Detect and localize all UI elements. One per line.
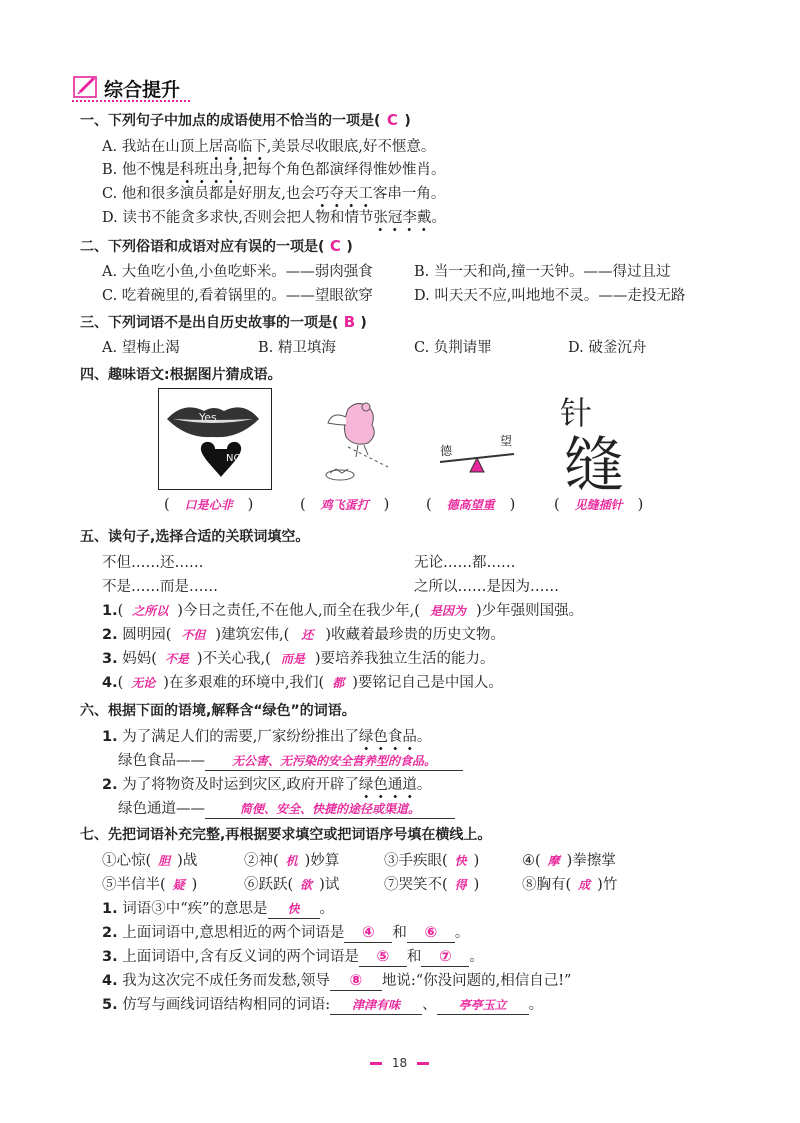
q1-option-d: D. 读书不能贪多求快,否则会把人物和情节张冠李戴。 — [102, 206, 446, 227]
q5-pair-3: 不是……而是…… — [102, 579, 218, 595]
seam-char: 缝 — [564, 431, 626, 501]
q5-item-1: 1.( 之所以 )今日之责任,不在他人,而全在我少年,( 是因为 )少年强则国强。 — [102, 603, 584, 619]
q6-sentence-2: 2. 为了将物资及时运到灾区,政府开辟了绿色通道。 — [102, 773, 431, 794]
page-number: 18 — [370, 1056, 429, 1070]
q3-answer: B — [343, 313, 356, 331]
q5-item-3: 3. 妈妈( 不是 )不关心我,( 而是 )要培养我独立生活的能力。 — [102, 651, 495, 667]
q7-word-7: ⑦哭笑不( 得 ) — [384, 877, 480, 893]
q2-option-a: A. 大鱼吃小鱼,小鱼吃虾米。——弱肉强食 — [102, 264, 373, 280]
q1-option-b: B. 他不愧是科班出身,把每个角色都演绎得惟妙惟肖。 — [102, 158, 445, 179]
q7-sub-3: 3. 上面词语中,含有反义词的两个词语是 ⑤ 和 ⑦ 。 — [102, 947, 484, 965]
q3-stem: 三、下列词语不是出自历史故事的一项是( B ) — [80, 313, 367, 331]
pencil-icon — [72, 74, 102, 100]
q7-sub-4: 4. 我为这次完不成任务而发愁,领导 ⑧ 地说:“你没问题的,相信自己!” — [102, 971, 572, 989]
q4-answer-1: ( 口是心非 ) — [164, 497, 254, 513]
header-rule — [72, 100, 190, 102]
q1-option-c: C. 他和很多演员都是好朋友,也会巧夺天工客串一角。 — [102, 182, 445, 203]
q3-option-a: A. 望梅止渴 — [102, 340, 180, 356]
q7-word-1: ①心惊( 胆 )战 — [102, 853, 198, 869]
q2-stem: 二、下列俗语和成语对应有误的一项是( C ) — [80, 237, 353, 255]
q7-word-8: ⑧胸有( 成 )竹 — [522, 877, 618, 893]
chicken-egg-icon — [318, 395, 398, 487]
picture-needle-seam — [560, 388, 650, 501]
q7-word-6: ⑥跃跃( 欲 )试 — [244, 877, 340, 893]
q6-stem: 六、根据下面的语境,解释含“绿色”的词语。 — [80, 703, 356, 719]
q5-pair-1: 不但……还…… — [102, 555, 204, 571]
q3-option-c: C. 负荆请罪 — [414, 340, 492, 356]
page-title: 综合提升 — [104, 79, 181, 101]
q7-sub-2: 2. 上面词语中,意思相近的两个词语是 ④ 和 ⑥ 。 — [102, 923, 470, 941]
q2-option-d: D. 叫天天不应,叫地地不灵。——走投无路 — [414, 288, 686, 304]
q5-item-4: 4.( 无论 )在多艰难的环境中,我们( 都 )要铭记自己是中国人。 — [102, 675, 503, 691]
scale-right-char: 望 — [500, 434, 513, 448]
q4-answer-4: ( 见缝插针 ) — [554, 497, 644, 513]
section-header — [72, 74, 192, 100]
needle-char: 针 — [560, 394, 593, 432]
q7-word-3: ③手疾眼( 快 ) — [384, 853, 480, 869]
q7-word-4: ④( 摩 )拳擦掌 — [522, 853, 616, 869]
q5-pair-4: 之所以……是因为…… — [414, 579, 559, 595]
q6-sentence-1: 1. 为了满足人们的需要,厂家纷纷推出了绿色食品。 — [102, 725, 431, 746]
q5-pair-2: 无论……都…… — [414, 555, 516, 571]
q3-option-b: B. 精卫填海 — [258, 340, 336, 356]
q2-option-c: C. 吃着碗里的,看着锅里的。——望眼欲穿 — [102, 288, 373, 304]
lips-heart-icon — [159, 389, 271, 489]
yes-label: Yes — [199, 411, 217, 424]
q6-explain-1: 绿色食品—— 无公害、无污染的安全营养型的食品。 — [118, 749, 463, 771]
q1-stem: 一、下列句子中加点的成语使用不恰当的一项是( C ) — [80, 111, 411, 129]
picture-chicken-egg — [318, 395, 398, 487]
q3-option-d: D. 破釜沉舟 — [568, 340, 647, 356]
q1-option-a: A. 我站在山顶上居高临下,美景尽收眼底,好不惬意。 — [102, 135, 435, 156]
q5-stem: 五、读句子,选择合适的关联词填空。 — [80, 529, 310, 545]
scale-left-char: 德 — [440, 444, 453, 458]
picture-lips-heart — [158, 388, 272, 490]
q4-stem: 四、趣味语文:根据图片猜成语。 — [80, 367, 282, 383]
q4-answer-3: ( 德高望重 ) — [426, 497, 516, 513]
q1-answer: C — [386, 111, 398, 129]
picture-balance-scale — [432, 428, 522, 478]
page-marker-right — [417, 1062, 429, 1065]
q7-word-2: ②神( 机 )妙算 — [244, 853, 340, 869]
q7-sub-5: 5. 仿写与画线词语结构相同的词语: 津津有味 、 亭亭玉立 。 — [102, 997, 544, 1013]
q5-item-2: 2. 圆明园( 不但 )建筑宏伟,( 还 )收藏着最珍贵的历史文物。 — [102, 627, 506, 643]
q6-explain-2: 绿色通道—— 简便、安全、快捷的途径或渠道。 — [118, 797, 455, 819]
no-label: NO — [226, 453, 242, 464]
q7-stem: 七、先把词语补充完整,再根据要求填空或把词语序号填在横线上。 — [80, 827, 492, 843]
q4-answer-2: ( 鸡飞蛋打 ) — [300, 497, 390, 513]
q2-option-b: B. 当一天和尚,撞一天钟。——得过且过 — [414, 264, 671, 280]
page-marker-left — [370, 1062, 382, 1065]
q7-word-5: ⑤半信半( 疑 ) — [102, 877, 198, 893]
q2-answer: C — [329, 237, 341, 255]
q7-sub-1: 1. 词语③中“疾”的意思是 快 。 — [102, 901, 335, 917]
